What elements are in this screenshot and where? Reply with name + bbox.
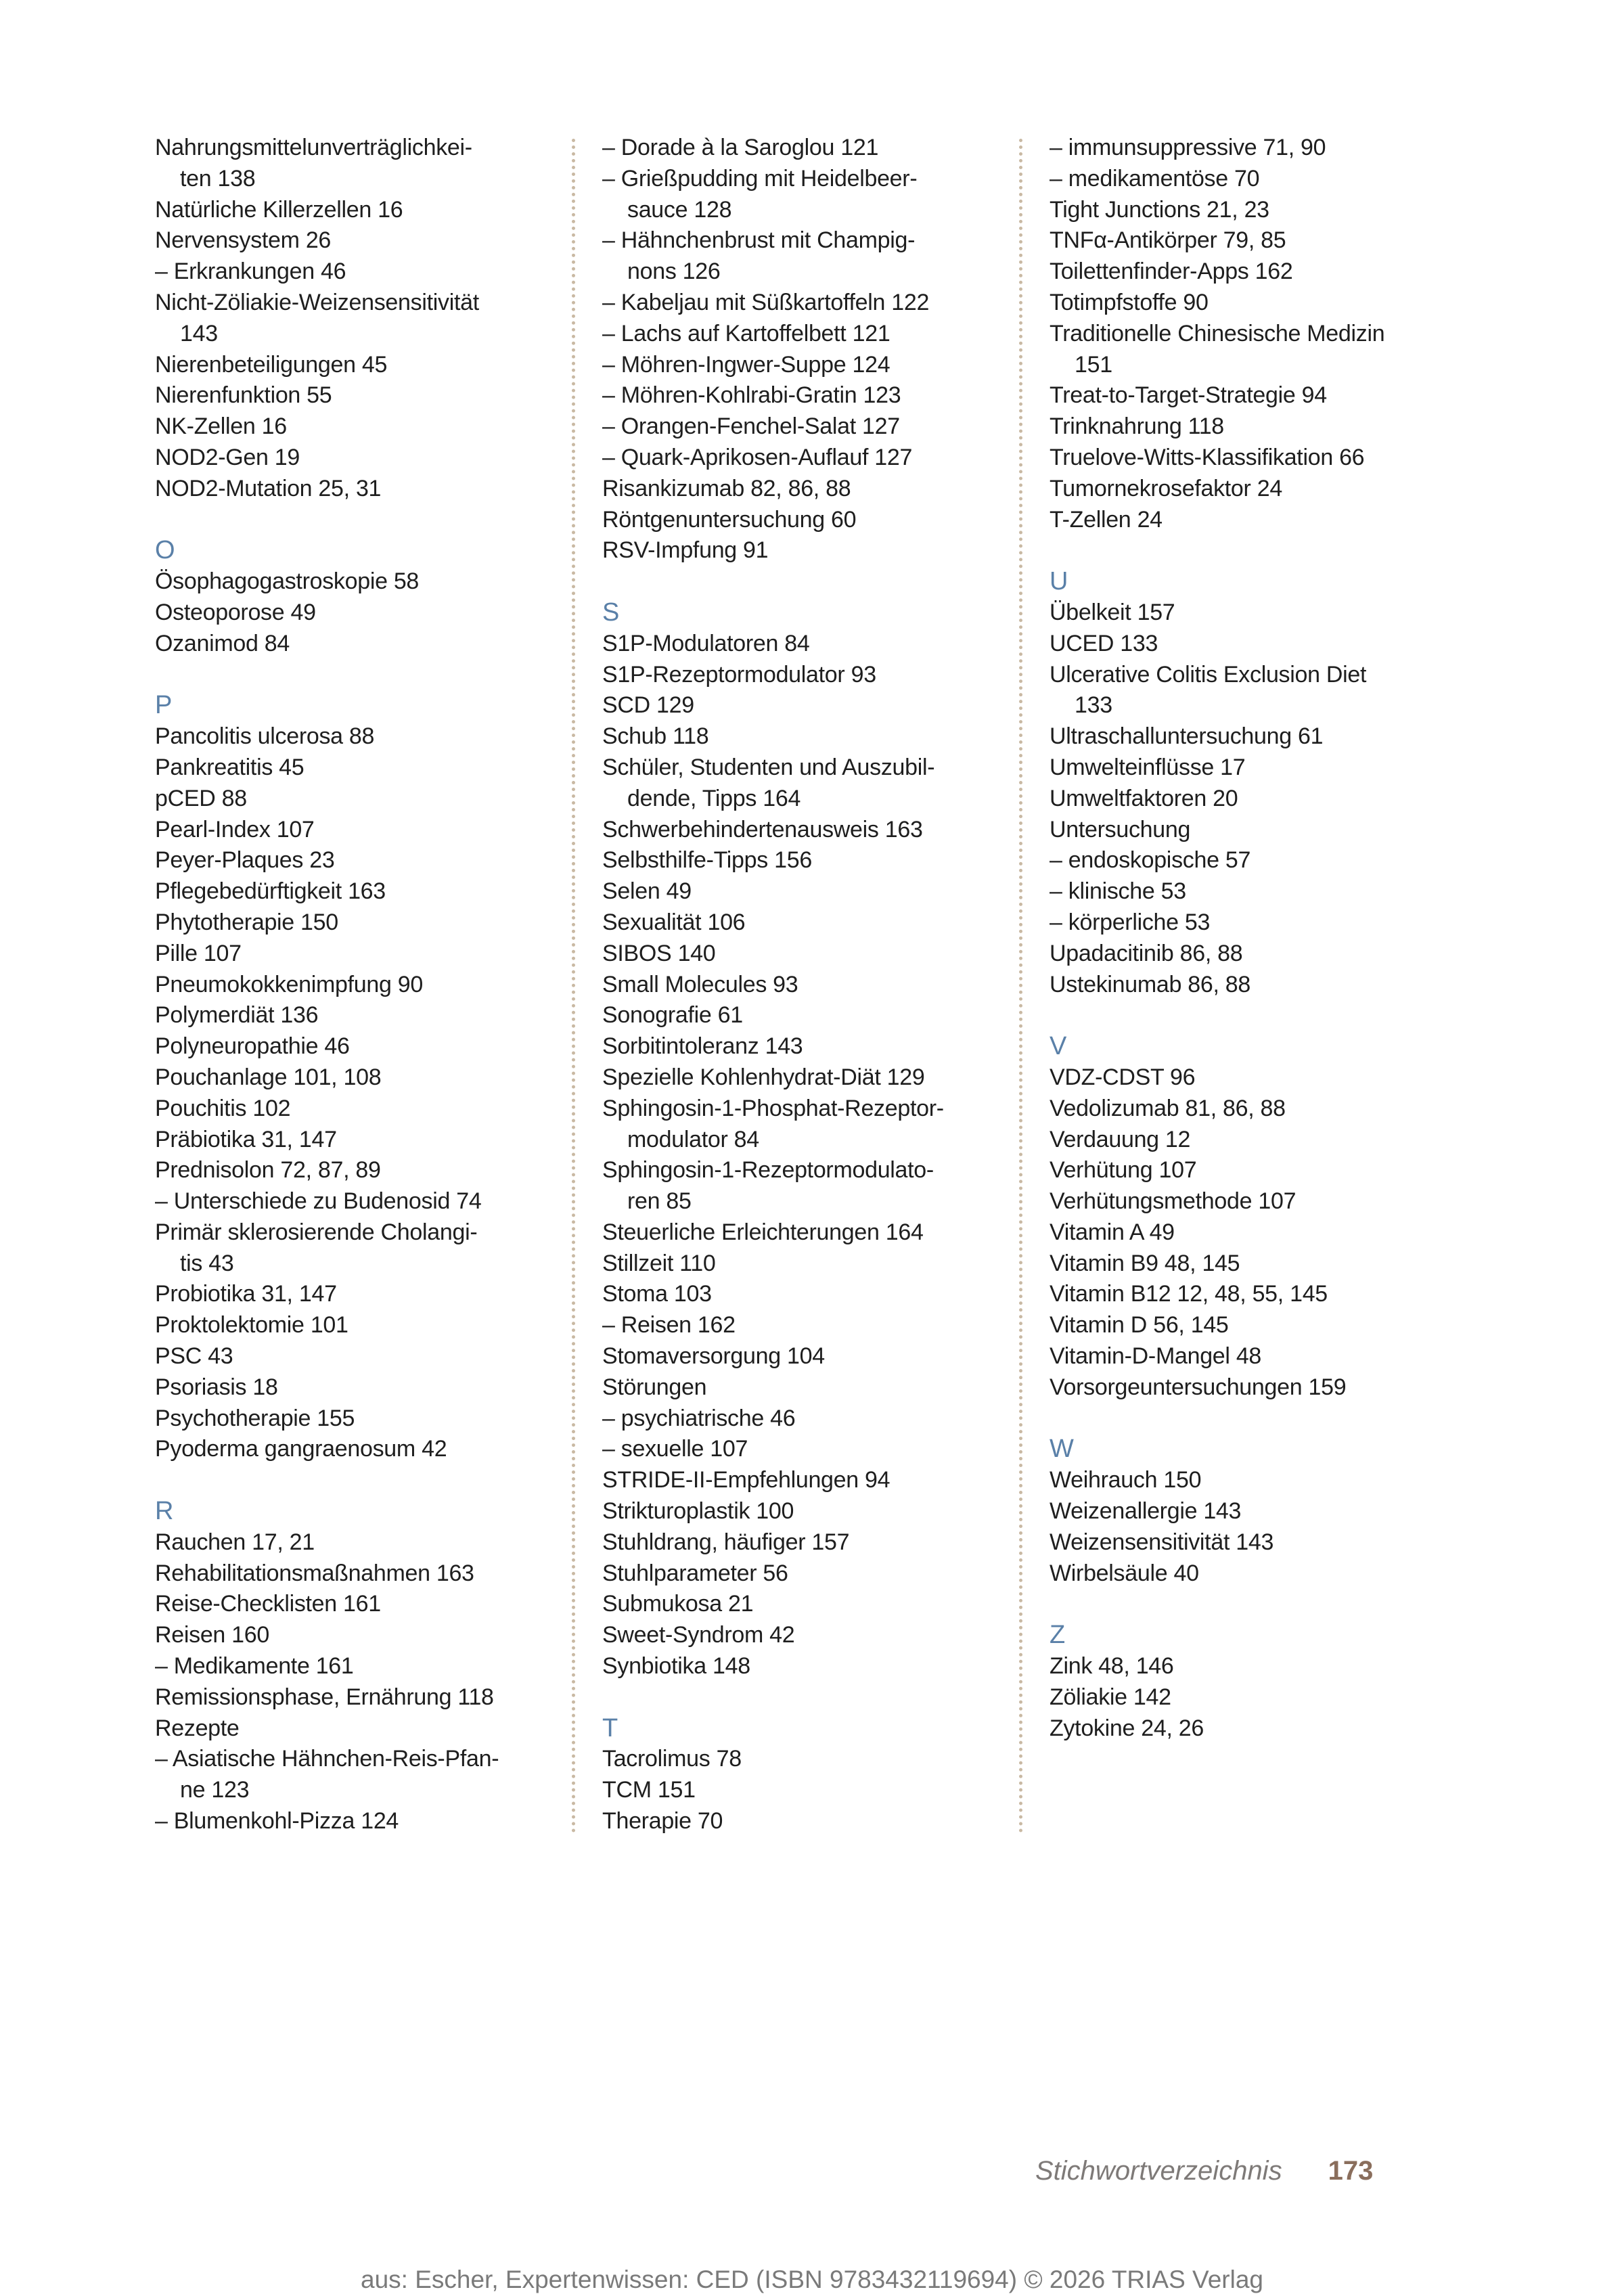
index-entry: RSV-Impfung 91 [602, 537, 769, 564]
index-entry: Nicht-Zöliakie-Weizensensitivität [155, 289, 479, 315]
index-subentry: – Hähnchenbrust mit Champig- [602, 227, 916, 254]
index-entry: Therapie 70 [602, 1808, 723, 1835]
index-entry: Stuhldrang, häufiger 157 [602, 1529, 850, 1555]
index-subentry: – medikamentöse 70 [1050, 165, 1260, 192]
index-entry: Sonografie 61 [602, 1002, 743, 1029]
index-entry: Schub 118 [602, 723, 709, 750]
index-entry: Röntgenuntersuchung 60 [602, 506, 857, 533]
index-entry: TCM 151 [602, 1777, 696, 1803]
index-entry: Sphingosin-1-Phosphat-Rezeptor- [602, 1095, 944, 1121]
index-subentry: – Lachs auf Kartoffelbett 121 [602, 320, 890, 346]
index-entry: Übelkeit 157 [1050, 599, 1175, 625]
index-subentry: – psychiatrische 46 [602, 1405, 796, 1431]
index-entry: Reise-Checklisten 161 [155, 1591, 381, 1617]
index-entry: SCD 129 [602, 692, 694, 719]
letter-heading: R [155, 1497, 174, 1526]
index-entry: Traditionelle Chinesische Medizin [1050, 320, 1385, 346]
index-entry: Zytokine 24, 26 [1050, 1715, 1204, 1741]
index-entry: Sweet-Syndrom 42 [602, 1622, 795, 1648]
index-entry: Verhütung 107 [1050, 1157, 1197, 1184]
index-entry: Vitamin-D-Mangel 48 [1050, 1343, 1262, 1370]
index-entry: PSC 43 [155, 1343, 233, 1370]
index-entry: Treat-to-Target-Strategie 94 [1050, 382, 1327, 409]
index-entry: Ozanimod 84 [155, 630, 290, 656]
index-entry-continuation: dende, Tipps 164 [627, 785, 801, 811]
index-column-1 [155, 133, 574, 1837]
letter-heading: T [602, 1713, 618, 1742]
index-entry: Strikturoplastik 100 [602, 1498, 794, 1525]
index-entry: Totimpfstoffe 90 [1050, 289, 1209, 315]
index-entry: Polymerdiät 136 [155, 1002, 319, 1029]
index-entry: Psychotherapie 155 [155, 1405, 355, 1431]
index-entry: S1P-Modulatoren 84 [602, 630, 810, 656]
index-entry: Spezielle Kohlenhydrat-Diät 129 [602, 1064, 925, 1090]
index-entry: VDZ-CDST 96 [1050, 1064, 1196, 1090]
index-entry: Sorbitintoleranz 143 [602, 1033, 803, 1060]
spacer [155, 660, 574, 691]
index-entry: Stomaversorgung 104 [602, 1343, 825, 1370]
index-entry: Wirbelsäule 40 [1050, 1560, 1199, 1586]
index-entry: Rehabilitationsmaßnahmen 163 [155, 1560, 474, 1586]
letter-heading: S [602, 598, 620, 627]
index-entry: Ösophagogastroskopie 58 [155, 568, 420, 595]
column-divider [572, 139, 575, 1834]
index-subentry: – Blumenkohl-Pizza 124 [155, 1808, 399, 1835]
spacer [1050, 1589, 1469, 1620]
index-entry: Natürliche Killerzellen 16 [155, 196, 403, 223]
index-entry: Peyer-Plaques 23 [155, 847, 335, 874]
index-entry-continuation: ne 123 [180, 1777, 250, 1803]
index-entry: Vitamin B12 12, 48, 55, 145 [1050, 1281, 1328, 1307]
index-subentry: – endoskopische 57 [1050, 847, 1251, 874]
index-entry-continuation: ren 85 [627, 1188, 692, 1215]
index-entry: Tacrolimus 78 [602, 1746, 742, 1772]
index-subentry: – Erkrankungen 46 [155, 258, 346, 285]
copyright-notice: aus: Escher, Expertenwissen: CED (ISBN 9783432119694) © 2026 TRIAS Verlag [361, 2266, 1263, 2293]
index-entry: Rauchen 17, 21 [155, 1529, 315, 1555]
index-entry: Weizensensitivität 143 [1050, 1529, 1274, 1555]
index-entry: pCED 88 [155, 785, 247, 811]
index-entry: Sphingosin-1-Rezeptormodulato- [602, 1157, 934, 1184]
index-entry: Remissionsphase, Ernährung 118 [155, 1684, 494, 1710]
index-entry-continuation: 143 [180, 320, 218, 346]
index-entry: Umwelteinflüsse 17 [1050, 754, 1246, 780]
index-entry: Vitamin A 49 [1050, 1219, 1175, 1245]
index-subentry: – Möhren-Kohlrabi-Gratin 123 [602, 382, 901, 409]
index-entry: Selbsthilfe-Tipps 156 [602, 847, 812, 874]
index-subentry: – Unterschiede zu Budenosid 74 [155, 1188, 482, 1215]
index-entry: Risankizumab 82, 86, 88 [602, 475, 851, 501]
spacer [1050, 535, 1469, 566]
index-entry: UCED 133 [1050, 630, 1158, 656]
index-subentry: – immunsuppressive 71, 90 [1050, 135, 1326, 160]
spacer [155, 505, 574, 536]
index-subentry: – klinische 53 [1050, 878, 1186, 905]
index-entry: Umweltfaktoren 20 [1050, 785, 1238, 811]
index-entry: Pille 107 [155, 940, 242, 966]
index-entry: Pearl-Index 107 [155, 816, 315, 842]
index-entry: Pancolitis ulcerosa 88 [155, 723, 375, 750]
index-entry: Stillzeit 110 [602, 1250, 716, 1276]
index-subentry: – Dorade à la Saroglou 121 [602, 135, 879, 160]
index-entry: Schüler, Studenten und Auszubil- [602, 754, 935, 780]
index-entry: NK-Zellen 16 [155, 413, 287, 440]
index-entry: Prednisolon 72, 87, 89 [155, 1157, 381, 1184]
index-entry: Tumornekrosefaktor 24 [1050, 475, 1282, 501]
index-entry-continuation: modulator 84 [627, 1126, 759, 1152]
index-entry: Submukosa 21 [602, 1591, 754, 1617]
running-footer [1035, 2156, 1373, 2186]
index-entry-continuation: 151 [1075, 351, 1112, 378]
index-entry-continuation: tis 43 [180, 1250, 234, 1276]
index-entry: Pouchanlage 101, 108 [155, 1064, 382, 1090]
index-entry: Schwerbehindertenausweis 163 [602, 816, 923, 842]
index-entry: Tight Junctions 21, 23 [1050, 196, 1269, 223]
index-entry: Pflegebedürftigkeit 163 [155, 878, 386, 905]
index-entry: Stuhlparameter 56 [602, 1560, 788, 1586]
index-entry: Zink 48, 146 [1050, 1653, 1174, 1680]
index-entry: Weizenallergie 143 [1050, 1498, 1242, 1525]
index-subentry: – Medikamente 161 [155, 1653, 354, 1680]
page-number: 173 [1328, 2156, 1374, 2186]
index-subentry: – Quark-Aprikosen-Auflauf 127 [602, 444, 913, 470]
index-entry: Rezepte [155, 1715, 240, 1741]
index-entry: Vitamin D 56, 145 [1050, 1312, 1229, 1339]
spacer [602, 566, 1022, 598]
index-subentry: – Grießpudding mit Heidelbeer- [602, 165, 918, 192]
index-entry: Verhütungsmethode 107 [1050, 1188, 1296, 1215]
column-divider [1019, 139, 1022, 1834]
index-entry: Verdauung 12 [1050, 1126, 1191, 1152]
index-entry-continuation: nons 126 [627, 258, 721, 285]
index-subentry: – körperliche 53 [1050, 909, 1211, 935]
index-entry: Proktolektomie 101 [155, 1312, 348, 1339]
index-entry: Toilettenfinder-Apps 162 [1050, 258, 1293, 285]
letter-heading: Z [1050, 1621, 1065, 1650]
index-entry: Psoriasis 18 [155, 1374, 278, 1400]
index-entry-continuation: sauce 128 [627, 196, 732, 223]
index-entry: Nervensystem 26 [155, 227, 332, 254]
index-subentry: – Kabeljau mit Süßkartoffeln 122 [602, 289, 930, 315]
letter-heading: W [1050, 1435, 1074, 1464]
index-subentry: – sexuelle 107 [602, 1436, 748, 1462]
index-subentry: – Asiatische Hähnchen-Reis-Pfan- [155, 1746, 499, 1772]
index-entry: Untersuchung [1050, 816, 1191, 842]
index-entry: Zöliakie 142 [1050, 1684, 1171, 1710]
letter-heading: P [155, 691, 173, 720]
index-entry: Pankreatitis 45 [155, 754, 304, 780]
letter-heading: U [1050, 567, 1068, 596]
letter-heading: V [1050, 1032, 1067, 1061]
spacer [602, 1682, 1022, 1713]
index-entry: NOD2-Gen 19 [155, 444, 300, 470]
index-entry: Polyneuropathie 46 [155, 1033, 350, 1060]
index-entry: Truelove-Witts-Klassifikation 66 [1050, 444, 1365, 470]
index-entry: Störungen [602, 1374, 707, 1400]
index-entry: Nierenbeteiligungen 45 [155, 351, 388, 378]
index-entry: NOD2-Mutation 25, 31 [155, 475, 382, 501]
index-entry: Probiotika 31, 147 [155, 1281, 337, 1307]
index-entry: Synbiotika 148 [602, 1653, 750, 1680]
index-entry: Pyoderma gangraenosum 42 [155, 1436, 447, 1462]
index-entry: Ustekinumab 86, 88 [1050, 971, 1250, 997]
index-entry: Reisen 160 [155, 1622, 270, 1648]
index-entry: SIBOS 140 [602, 940, 716, 966]
index-entry: Sexualität 106 [602, 909, 746, 935]
index-entry-continuation: 133 [1075, 692, 1112, 719]
index-entry: Small Molecules 93 [602, 971, 798, 997]
index-entry: Vedolizumab 81, 86, 88 [1050, 1095, 1286, 1121]
spacer [1050, 1403, 1469, 1435]
index-entry: S1P-Rezeptormodulator 93 [602, 661, 876, 688]
index-entry: TNFα-Antikörper 79, 85 [1050, 227, 1286, 254]
spacer [1050, 1000, 1469, 1031]
index-entry: STRIDE-II-Empfehlungen 94 [602, 1467, 890, 1493]
index-entry: Nahrungsmittelunverträglichkei- [155, 135, 472, 160]
index-entry: Ulcerative Colitis Exclusion Diet [1050, 661, 1367, 688]
index-entry: Selen 49 [602, 878, 692, 905]
index-subentry: – Möhren-Ingwer-Suppe 124 [602, 351, 890, 378]
index-entry: Phytotherapie 150 [155, 909, 338, 935]
index-entry: Vorsorgeuntersuchungen 159 [1050, 1374, 1347, 1400]
index-entry: Steuerliche Erleichterungen 164 [602, 1219, 924, 1245]
index-subentry: – Orangen-Fenchel-Salat 127 [602, 413, 900, 440]
index-column-3 [1050, 133, 1469, 1744]
letter-heading: O [155, 536, 175, 565]
index-entry: T-Zellen 24 [1050, 506, 1163, 533]
index-entry: Vitamin B9 48, 145 [1050, 1250, 1240, 1276]
index-entry: Ultraschalluntersuchung 61 [1050, 723, 1324, 750]
index-entry: Stoma 103 [602, 1281, 712, 1307]
index-entry: Pneumokokkenimpfung 90 [155, 971, 423, 997]
index-entry: Präbiotika 31, 147 [155, 1126, 337, 1152]
index-entry: Weihrauch 150 [1050, 1467, 1202, 1493]
index-entry: Osteoporose 49 [155, 599, 316, 625]
index-entry-continuation: ten 138 [180, 165, 256, 192]
index-subentry: – Reisen 162 [602, 1312, 736, 1339]
section-title: Stichwortverzeichnis [1035, 2156, 1282, 2186]
index-entry: Upadacitinib 86, 88 [1050, 940, 1243, 966]
index-entry: Pouchitis 102 [155, 1095, 291, 1121]
index-entry: Nierenfunktion 55 [155, 382, 332, 409]
spacer [155, 1465, 574, 1496]
index-entry: Primär sklerosierende Cholangi- [155, 1219, 478, 1245]
index-column-2 [602, 133, 1022, 1837]
index-entry: Trinknahrung 118 [1050, 413, 1224, 440]
